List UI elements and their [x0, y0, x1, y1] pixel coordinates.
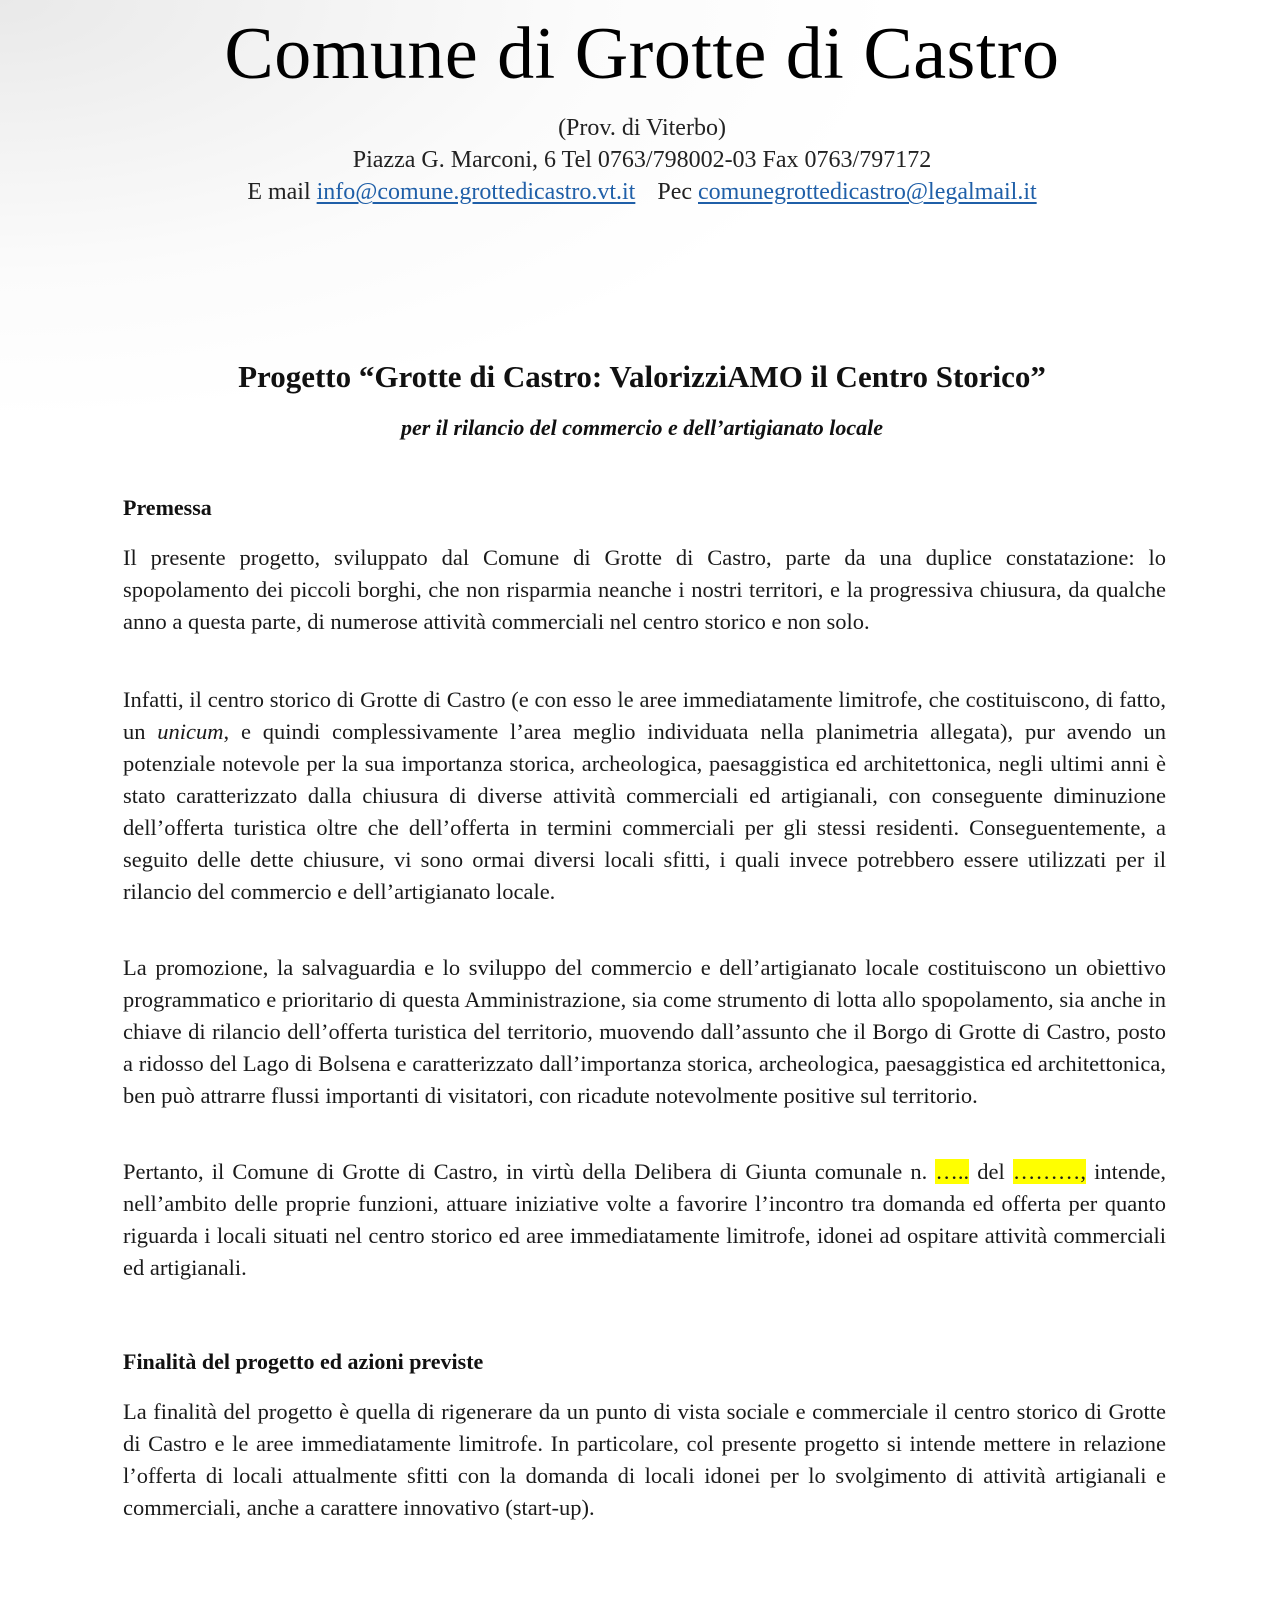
- paragraph-4-text-b: del: [969, 1159, 1013, 1184]
- email-link[interactable]: info@comune.grottedicastro.vt.it: [316, 179, 636, 205]
- paragraph-3: [123, 952, 1166, 1112]
- pec-label: Pec: [657, 179, 692, 205]
- address-line: Piazza G. Marconi, 6 Tel 0763/798002-03 Fax 0763/797172: [352, 147, 932, 173]
- contact-line: [0, 176, 1284, 208]
- section-finalita: [123, 1348, 1166, 1376]
- section-heading-finalita: Finalità del progetto ed azioni previste: [123, 1349, 484, 1374]
- paragraph-4-text-c: intende, nell’ambito delle proprie funzioni, attuare iniziative volte a favorire l’incontro tra domanda ed offerta per quanto riguarda i locali situati nel centro storico ed aree immediatamente limitrofe, idonei ad ospitare attività commerciali ed artigianali.: [123, 1159, 1166, 1280]
- project-subtitle: per il rilancio del commercio e dell’artigianato locale: [400, 415, 884, 440]
- premessa-paragraph-4: [123, 1156, 1166, 1284]
- pec-link[interactable]: comunegrottedicastro@legalmail.it: [698, 179, 1037, 205]
- highlighted-blank-resolution-number: …..: [935, 1159, 970, 1184]
- paragraph-2-text-a: Infatti, il centro storico di Grotte di Castro (e con esso le aree immediatamente limitrofe, che costituiscono, di fatto, un: [123, 687, 1166, 744]
- paragraph-4-text-a: Pertanto, il Comune di Grotte di Castro, in virtù della Delibera di Giunta comunale n.: [123, 1159, 936, 1184]
- highlighted-blank-resolution-date: ………,: [1012, 1159, 1086, 1184]
- letterhead: [0, 0, 1284, 208]
- finalita-paragraph-1: La finalità del progetto è quella di rigenerare da un punto di vista sociale e commerciale il centro storico di Grotte di Castro e le aree immediatamente limitrofe. In particolare, col presente progetto si intende mettere in relazione l’offerta di locali attualmente sfitti con la domanda di locali idonei per lo svolgimento di attività artigianali e commerciali, anche a carattere innovativo (start-up).: [123, 1399, 1166, 1520]
- municipality-title: Comune di Grotte di Castro: [224, 13, 1060, 95]
- paragraph-2-text-b: , e quindi complessivamente l’area meglio individuata nella planimetria allegata), pur avendo un potenziale notevole per la sua importanza storica, archeologica, paesaggistica ed architettonica, negli ultimi anni è stato caratterizzato dalla chiusura di diverse attività commerciali ed artigianali, con conseguente diminuzione dell’offerta turistica oltre che dell’offerta in termini commerciali per gli stessi residenti. Conseguentemente, a seguito delle dette chiusure, vi sono ormai diversi locali sfitti, i quali invece potrebbero essere utilizzati per il rilancio del commercio e dell’artigianato locale.: [123, 719, 1166, 904]
- section-heading-premessa: Premessa: [123, 495, 212, 520]
- email-label: E mail: [247, 179, 311, 205]
- project-title: Progetto “Grotte di Castro: ValorizziAMO il Centro Storico”: [238, 359, 1046, 394]
- paragraph-5: [123, 1396, 1166, 1524]
- section-premessa: [123, 494, 1166, 522]
- premessa-paragraph-2: [123, 684, 1166, 908]
- paragraph-2: [123, 684, 1166, 908]
- province-line: (Prov. di Viterbo): [558, 115, 726, 141]
- latin-term-unicum: unicum: [157, 719, 224, 744]
- premessa-paragraph-1: Il presente progetto, sviluppato dal Comune di Grotte di Castro, parte da una duplice constatazione: lo spopolamento dei piccoli borghi, che non risparmia neanche i nostri territori, e la progressiva chiusura, da qualche anno a questa parte, di numerose attività commerciali nel centro storico e non solo.: [123, 545, 1166, 634]
- premessa-paragraph-3: La promozione, la salvaguardia e lo sviluppo del commercio e dell’artigianato locale costituiscono un obiettivo programmatico e prioritario di questa Amministrazione, sia come strumento di lotta allo spopolamento, sia anche in chiave di rilancio dell’offerta turistica del territorio, muovendo dall’assunto che il Borgo di Grotte di Castro, posto a ridosso del Lago di Bolsena e caratterizzato dall’importanza storica, archeologica, paesaggistica ed architettonica, ben può attrarre flussi importanti di visitatori, con ricadute notevolmente positive sul territorio.: [123, 955, 1166, 1108]
- paragraph-1: [123, 542, 1166, 638]
- paragraph-4: [123, 1156, 1166, 1284]
